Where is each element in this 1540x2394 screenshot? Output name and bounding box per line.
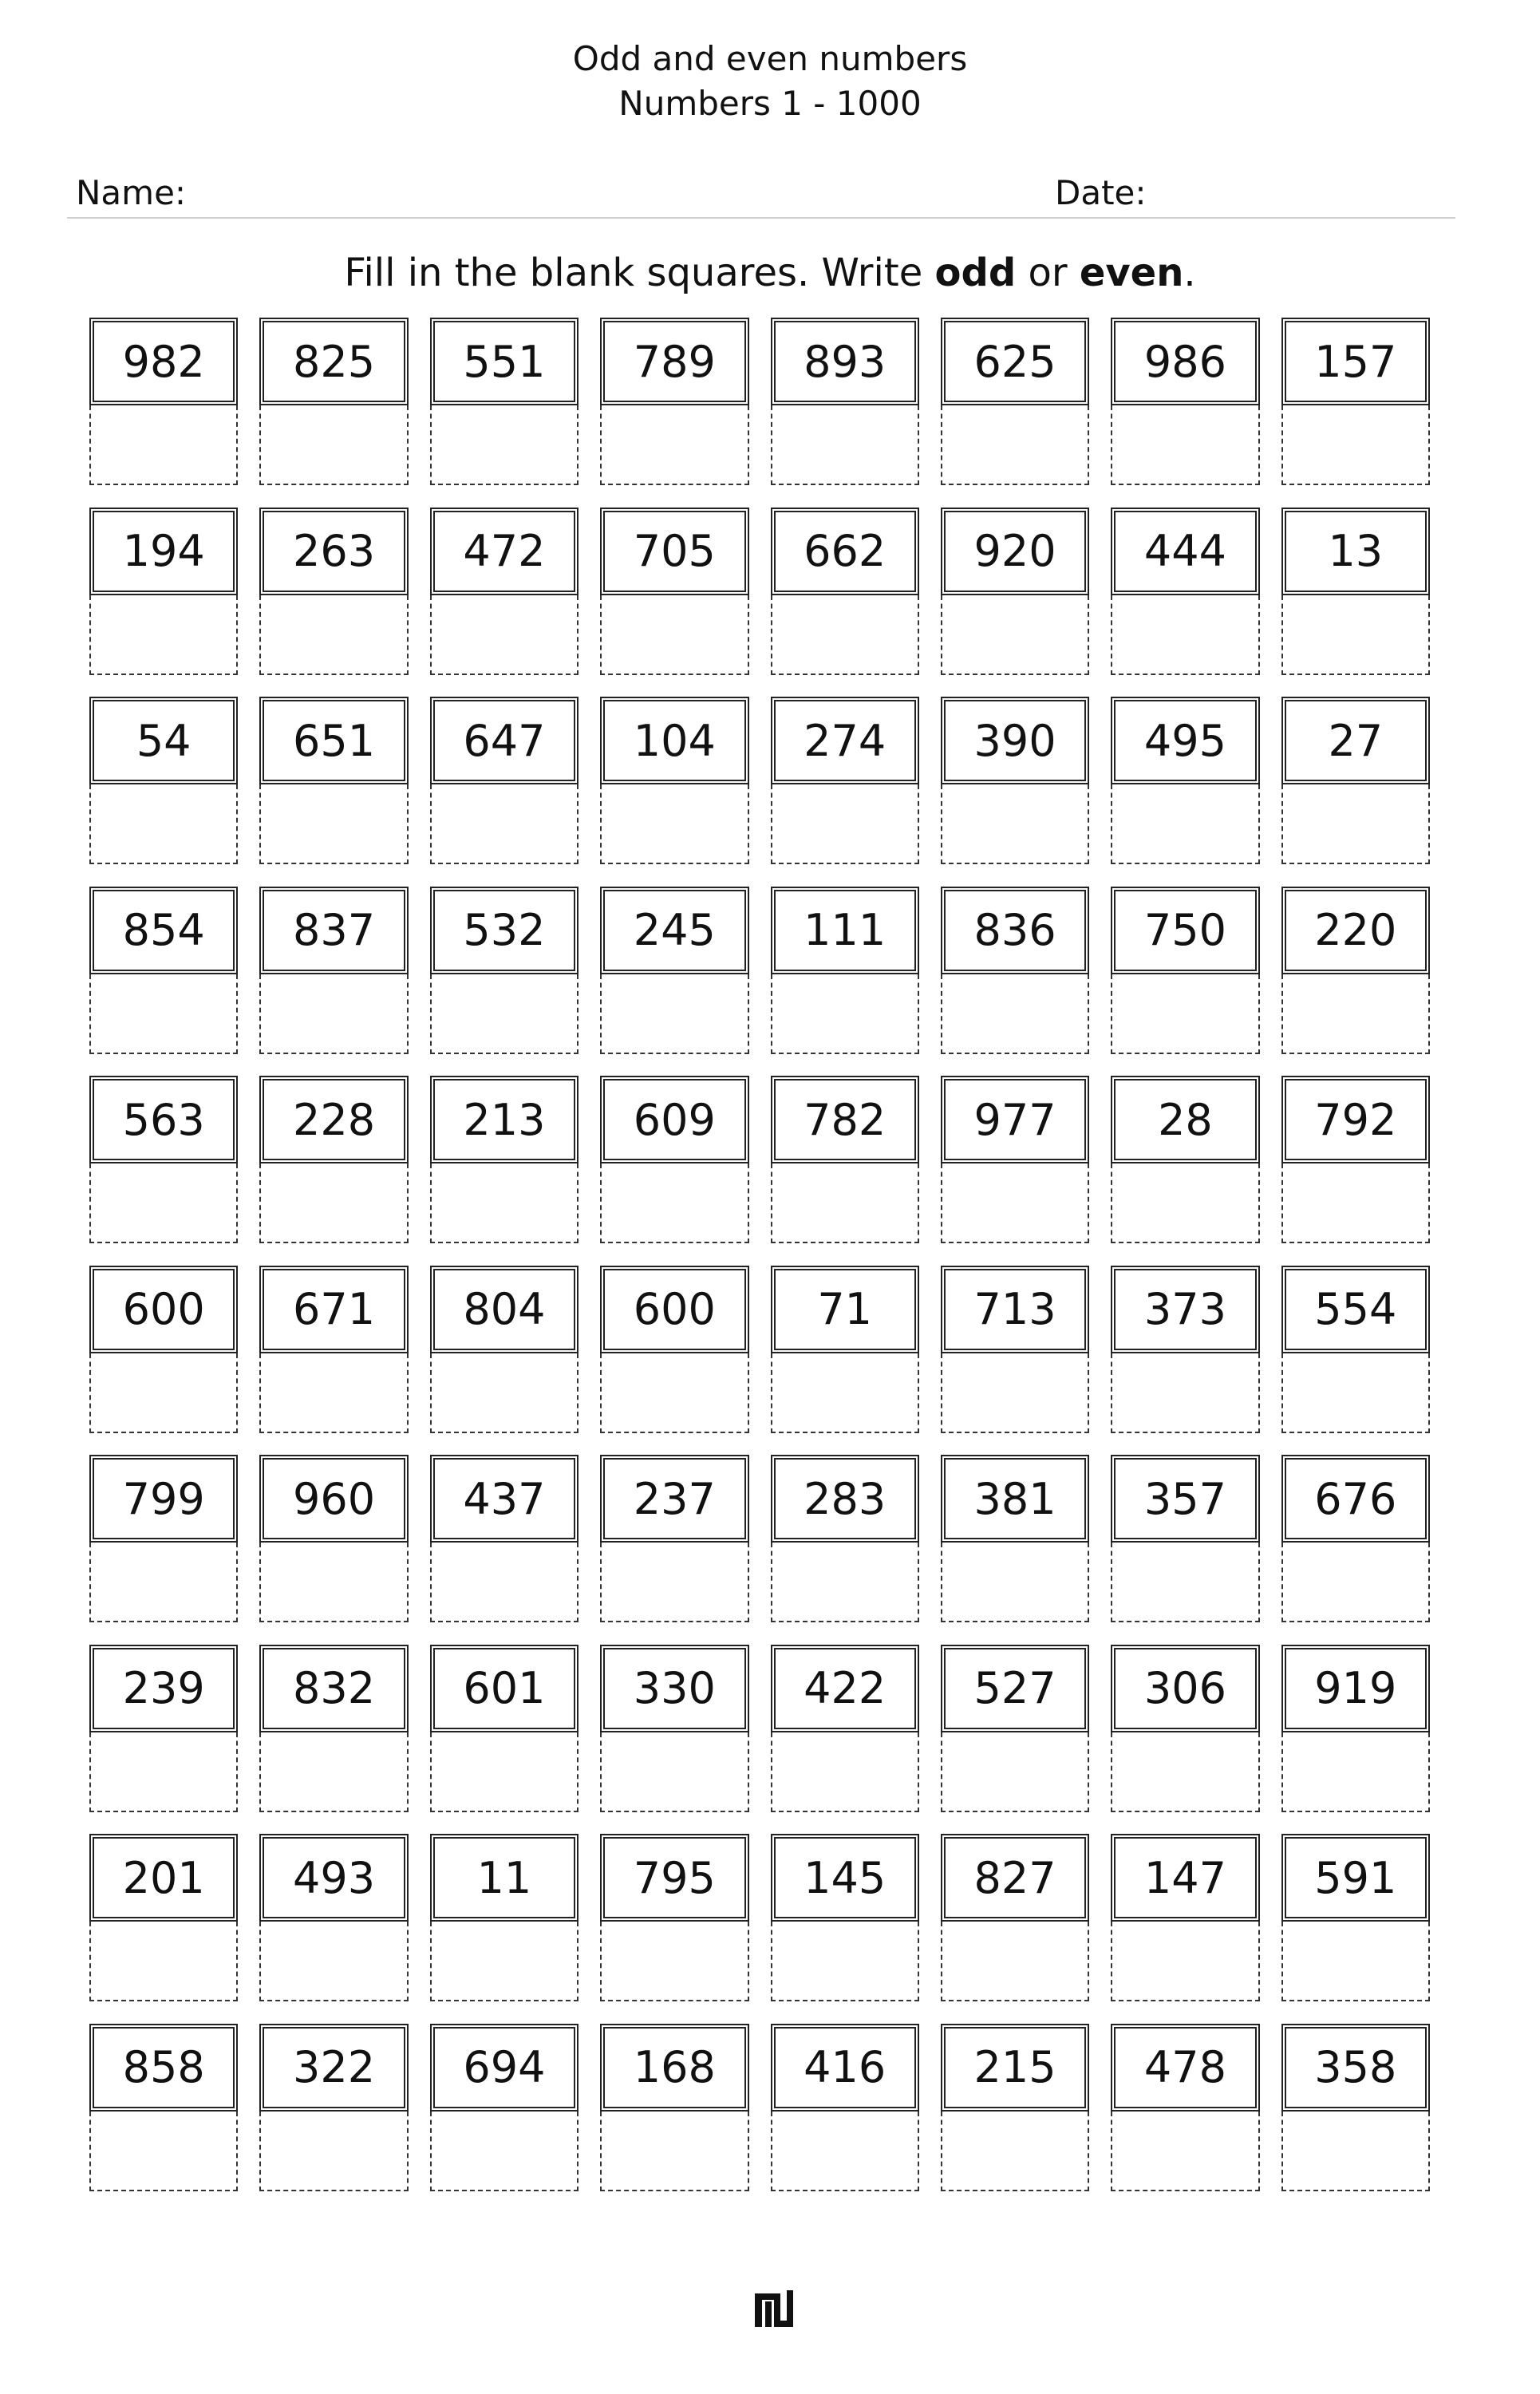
number-box: 694 (430, 2024, 578, 2112)
header-divider (67, 217, 1455, 219)
answer-box[interactable] (941, 1732, 1089, 1812)
exercise-cell (89, 1645, 238, 1835)
answer-box[interactable] (430, 784, 578, 864)
number-box: 625 (941, 318, 1089, 405)
exercise-row (89, 1076, 1430, 1266)
number-box: 168 (600, 2024, 748, 2112)
number-box: 795 (600, 1834, 748, 1922)
worksheet-subtitle: Numbers 1 - 1000 (618, 84, 922, 123)
exercise-row (89, 1645, 1430, 1835)
answer-box[interactable] (771, 2112, 919, 2191)
answer-box[interactable] (1111, 1732, 1259, 1812)
number-box: 220 (1281, 887, 1430, 974)
answer-box[interactable] (430, 1543, 578, 1622)
exercise-cell (1111, 1076, 1259, 1266)
exercise-cell (259, 1076, 408, 1266)
exercise-cell (771, 1455, 919, 1645)
exercise-cell (600, 697, 748, 887)
number-box: 495 (1111, 697, 1259, 784)
number-box: 444 (1111, 508, 1259, 595)
exercise-cell (600, 508, 748, 697)
answer-box[interactable] (1281, 1543, 1430, 1622)
publisher-logo-icon (755, 2290, 793, 2327)
answer-box[interactable] (430, 595, 578, 675)
exercise-cell (1111, 1455, 1259, 1645)
exercise-cell (259, 1645, 408, 1835)
number-box: 228 (259, 1076, 408, 1163)
number-box: 357 (1111, 1455, 1259, 1543)
number-box: 799 (89, 1455, 238, 1543)
number-box: 601 (430, 1645, 578, 1732)
answer-box[interactable] (259, 595, 408, 675)
answer-box[interactable] (600, 1732, 748, 1812)
exercise-cell (771, 2024, 919, 2214)
number-box: 986 (1111, 318, 1259, 405)
number-box: 381 (941, 1455, 1089, 1543)
number-box: 960 (259, 1455, 408, 1543)
number-box: 827 (941, 1834, 1089, 1922)
number-box: 609 (600, 1076, 748, 1163)
exercise-grid (89, 318, 1430, 2213)
number-box: 213 (430, 1076, 578, 1163)
answer-box[interactable] (259, 405, 408, 485)
exercise-cell (941, 1455, 1089, 1645)
exercise-cell (941, 2024, 1089, 2214)
exercise-cell (1281, 1834, 1430, 2024)
answer-box[interactable] (941, 784, 1089, 864)
number-box: 919 (1281, 1645, 1430, 1732)
exercise-cell (1111, 2024, 1259, 2214)
exercise-cell (1111, 697, 1259, 887)
answer-box[interactable] (600, 1543, 748, 1622)
exercise-cell (1111, 887, 1259, 1077)
answer-box[interactable] (89, 1353, 238, 1433)
answer-box[interactable] (259, 2112, 408, 2191)
answer-box[interactable] (89, 1922, 238, 2001)
number-box: 837 (259, 887, 408, 974)
exercise-cell (89, 697, 238, 887)
number-box: 390 (941, 697, 1089, 784)
exercise-cell (89, 1455, 238, 1645)
answer-box[interactable] (941, 405, 1089, 485)
answer-box[interactable] (430, 405, 578, 485)
answer-box[interactable] (941, 1543, 1089, 1622)
instructions-odd: odd (934, 251, 1017, 295)
answer-box[interactable] (941, 1163, 1089, 1243)
answer-box[interactable] (1111, 405, 1259, 485)
exercise-cell (941, 1645, 1089, 1835)
number-box: 563 (89, 1076, 238, 1163)
exercise-row (89, 1455, 1430, 1645)
exercise-cell (771, 1076, 919, 1266)
answer-box[interactable] (89, 405, 238, 485)
answer-box[interactable] (600, 2112, 748, 2191)
number-box: 836 (941, 887, 1089, 974)
number-box: 416 (771, 2024, 919, 2112)
answer-box[interactable] (1281, 784, 1430, 864)
exercise-cell (89, 508, 238, 697)
number-box: 111 (771, 887, 919, 974)
date-label: Date: (1055, 173, 1147, 212)
number-box: 671 (259, 1266, 408, 1353)
answer-box[interactable] (1111, 595, 1259, 675)
number-box: 782 (771, 1076, 919, 1163)
exercise-cell (430, 508, 578, 697)
exercise-cell (430, 1266, 578, 1456)
answer-box[interactable] (430, 1922, 578, 2001)
exercise-cell (1281, 1645, 1430, 1835)
exercise-cell (1111, 508, 1259, 697)
number-box: 147 (1111, 1834, 1259, 1922)
instructions-suffix: . (1183, 251, 1196, 295)
number-box: 263 (259, 508, 408, 595)
answer-box[interactable] (430, 974, 578, 1054)
number-box: 591 (1281, 1834, 1430, 1922)
number-box: 422 (771, 1645, 919, 1732)
exercise-cell (430, 318, 578, 508)
exercise-cell (89, 887, 238, 1077)
number-box: 373 (1111, 1266, 1259, 1353)
exercise-cell (771, 1645, 919, 1835)
exercise-cell (941, 887, 1089, 1077)
number-box: 28 (1111, 1076, 1259, 1163)
exercise-cell (600, 887, 748, 1077)
answer-box[interactable] (1111, 784, 1259, 864)
answer-box[interactable] (259, 1543, 408, 1622)
exercise-cell (941, 1266, 1089, 1456)
exercise-cell (430, 1645, 578, 1835)
instructions-prefix: Fill in the blank squares. Write (344, 251, 935, 295)
number-box: 358 (1281, 2024, 1430, 2112)
number-box: 893 (771, 318, 919, 405)
number-box: 825 (259, 318, 408, 405)
answer-box[interactable] (430, 1353, 578, 1433)
answer-box[interactable] (1281, 1732, 1430, 1812)
exercise-cell (89, 1834, 238, 2024)
exercise-row (89, 2024, 1430, 2214)
exercise-cell (941, 508, 1089, 697)
answer-box[interactable] (1111, 2112, 1259, 2191)
number-box: 647 (430, 697, 578, 784)
answer-box[interactable] (1281, 1163, 1430, 1243)
exercise-cell (259, 1266, 408, 1456)
exercise-cell (600, 1455, 748, 1645)
name-label: Name: (76, 173, 187, 212)
exercise-cell (600, 1266, 748, 1456)
number-box: 283 (771, 1455, 919, 1543)
answer-box[interactable] (1281, 595, 1430, 675)
answer-box[interactable] (600, 405, 748, 485)
answer-box[interactable] (259, 784, 408, 864)
number-box: 554 (1281, 1266, 1430, 1353)
answer-box[interactable] (771, 784, 919, 864)
exercise-cell (771, 318, 919, 508)
answer-box[interactable] (771, 1353, 919, 1433)
number-box: 527 (941, 1645, 1089, 1732)
exercise-row (89, 1266, 1430, 1456)
answer-box[interactable] (1111, 974, 1259, 1054)
exercise-cell (600, 2024, 748, 2214)
exercise-cell (259, 2024, 408, 2214)
answer-box[interactable] (89, 974, 238, 1054)
number-box: 792 (1281, 1076, 1430, 1163)
answer-box[interactable] (771, 1163, 919, 1243)
number-box: 215 (941, 2024, 1089, 2112)
number-box: 478 (1111, 2024, 1259, 2112)
number-box: 322 (259, 2024, 408, 2112)
number-box: 493 (259, 1834, 408, 1922)
exercise-row (89, 887, 1430, 1077)
exercise-cell (1281, 697, 1430, 887)
answer-box[interactable] (259, 1732, 408, 1812)
exercise-cell (941, 697, 1089, 887)
answer-box[interactable] (259, 1163, 408, 1243)
answer-box[interactable] (259, 974, 408, 1054)
answer-box[interactable] (430, 1732, 578, 1812)
exercise-cell (941, 318, 1089, 508)
number-box: 858 (89, 2024, 238, 2112)
exercise-cell (941, 1834, 1089, 2024)
number-box: 854 (89, 887, 238, 974)
answer-box[interactable] (89, 595, 238, 675)
answer-box[interactable] (1281, 2112, 1430, 2191)
answer-box[interactable] (430, 1163, 578, 1243)
exercise-cell (259, 887, 408, 1077)
exercise-cell (89, 2024, 238, 2214)
number-box: 804 (430, 1266, 578, 1353)
number-box: 789 (600, 318, 748, 405)
exercise-cell (771, 1266, 919, 1456)
exercise-cell (1281, 318, 1430, 508)
answer-box[interactable] (600, 595, 748, 675)
exercise-row (89, 318, 1430, 508)
exercise-cell (259, 697, 408, 887)
exercise-cell (430, 1834, 578, 2024)
answer-box[interactable] (941, 1922, 1089, 2001)
instructions-even: even (1079, 251, 1184, 295)
instructions (0, 247, 1540, 298)
exercise-cell (89, 1076, 238, 1266)
exercise-cell (1111, 1645, 1259, 1835)
exercise-cell (430, 1455, 578, 1645)
answer-box[interactable] (941, 974, 1089, 1054)
number-box: 104 (600, 697, 748, 784)
answer-box[interactable] (771, 1543, 919, 1622)
exercise-cell (1111, 318, 1259, 508)
exercise-row (89, 1834, 1430, 2024)
number-box: 27 (1281, 697, 1430, 784)
answer-box[interactable] (259, 1922, 408, 2001)
answer-box[interactable] (1281, 1353, 1430, 1433)
number-box: 194 (89, 508, 238, 595)
number-box: 551 (430, 318, 578, 405)
number-box: 13 (1281, 508, 1430, 595)
number-box: 237 (600, 1455, 748, 1543)
answer-box[interactable] (89, 784, 238, 864)
answer-box[interactable] (941, 595, 1089, 675)
number-box: 274 (771, 697, 919, 784)
exercise-cell (89, 1266, 238, 1456)
answer-box[interactable] (89, 1732, 238, 1812)
exercise-cell (1111, 1834, 1259, 2024)
exercise-cell (771, 1834, 919, 2024)
number-box: 750 (1111, 887, 1259, 974)
exercise-cell (259, 1834, 408, 2024)
number-box: 532 (430, 887, 578, 974)
exercise-cell (600, 318, 748, 508)
number-box: 54 (89, 697, 238, 784)
exercise-cell (430, 697, 578, 887)
answer-box[interactable] (941, 2112, 1089, 2191)
answer-box[interactable] (600, 1922, 748, 2001)
answer-box[interactable] (600, 1163, 748, 1243)
number-box: 651 (259, 697, 408, 784)
number-box: 977 (941, 1076, 1089, 1163)
exercise-cell (771, 508, 919, 697)
number-box: 145 (771, 1834, 919, 1922)
number-box: 676 (1281, 1455, 1430, 1543)
answer-box[interactable] (89, 1543, 238, 1622)
exercise-cell (600, 1834, 748, 2024)
exercise-cell (771, 887, 919, 1077)
answer-box[interactable] (259, 1353, 408, 1433)
answer-box[interactable] (1111, 1543, 1259, 1622)
answer-box[interactable] (941, 1353, 1089, 1433)
exercise-cell (1281, 887, 1430, 1077)
exercise-cell (259, 508, 408, 697)
number-box: 11 (430, 1834, 578, 1922)
worksheet-title: Odd and even numbers (572, 39, 968, 78)
exercise-cell (941, 1076, 1089, 1266)
exercise-cell (600, 1645, 748, 1835)
number-box: 832 (259, 1645, 408, 1732)
exercise-cell (430, 1076, 578, 1266)
answer-box[interactable] (1111, 1163, 1259, 1243)
answer-box[interactable] (1111, 1922, 1259, 2001)
exercise-cell (259, 318, 408, 508)
number-box: 600 (600, 1266, 748, 1353)
number-box: 201 (89, 1834, 238, 1922)
answer-box[interactable] (1281, 405, 1430, 485)
answer-box[interactable] (771, 1732, 919, 1812)
number-box: 330 (600, 1645, 748, 1732)
answer-box[interactable] (1111, 1353, 1259, 1433)
answer-box[interactable] (600, 974, 748, 1054)
exercise-cell (1111, 1266, 1259, 1456)
answer-box[interactable] (89, 1163, 238, 1243)
number-box: 982 (89, 318, 238, 405)
answer-box[interactable] (771, 1922, 919, 2001)
exercise-row (89, 697, 1430, 887)
answer-box[interactable] (1281, 974, 1430, 1054)
number-box: 71 (771, 1266, 919, 1353)
number-box: 306 (1111, 1645, 1259, 1732)
exercise-cell (771, 697, 919, 887)
number-box: 437 (430, 1455, 578, 1543)
answer-box[interactable] (600, 1353, 748, 1433)
answer-box[interactable] (771, 405, 919, 485)
number-box: 239 (89, 1645, 238, 1732)
exercise-cell (1281, 2024, 1430, 2214)
number-box: 662 (771, 508, 919, 595)
exercise-row (89, 508, 1430, 697)
exercise-cell (1281, 1455, 1430, 1645)
number-box: 157 (1281, 318, 1430, 405)
answer-box[interactable] (600, 784, 748, 864)
exercise-cell (1281, 508, 1430, 697)
number-box: 600 (89, 1266, 238, 1353)
exercise-cell (89, 318, 238, 508)
answer-box[interactable] (771, 974, 919, 1054)
answer-box[interactable] (1281, 1922, 1430, 2001)
exercise-cell (259, 1455, 408, 1645)
exercise-cell (1281, 1266, 1430, 1456)
number-box: 920 (941, 508, 1089, 595)
exercise-cell (430, 2024, 578, 2214)
number-box: 472 (430, 508, 578, 595)
number-box: 705 (600, 508, 748, 595)
exercise-cell (600, 1076, 748, 1266)
answer-box[interactable] (89, 2112, 238, 2191)
instructions-middle: or (1016, 251, 1080, 295)
answer-box[interactable] (430, 2112, 578, 2191)
number-box: 245 (600, 887, 748, 974)
number-box: 713 (941, 1266, 1089, 1353)
exercise-cell (1281, 1076, 1430, 1266)
exercise-cell (430, 887, 578, 1077)
answer-box[interactable] (771, 595, 919, 675)
